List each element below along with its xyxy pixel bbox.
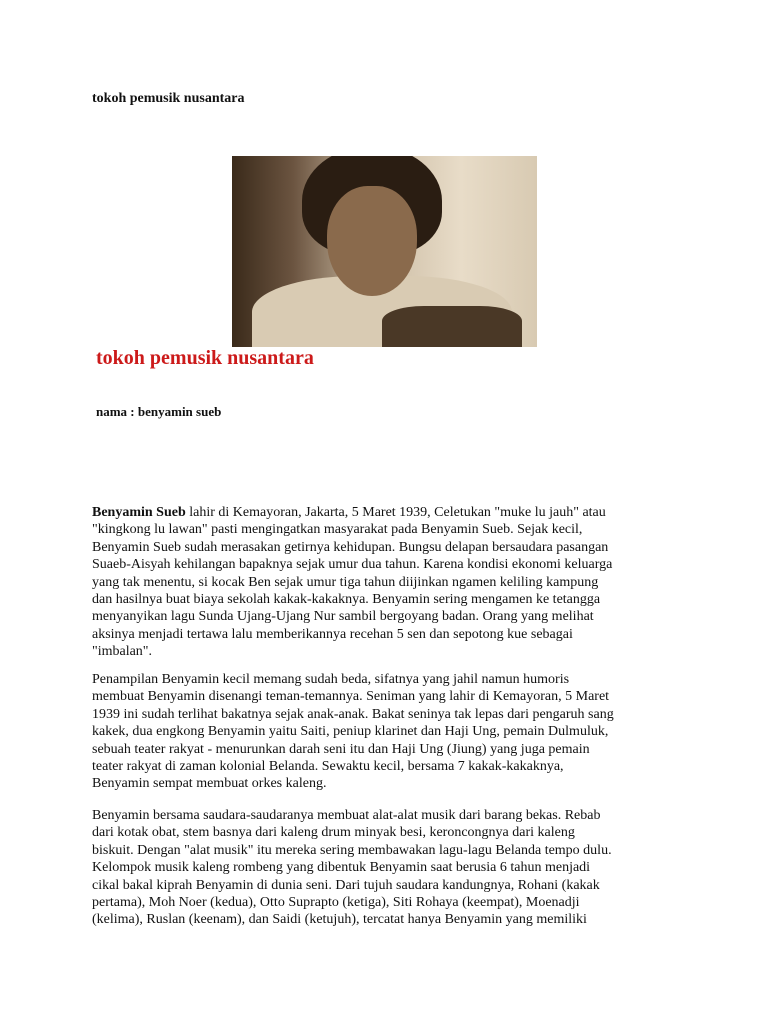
document-title: tokoh pemusik nusantara: [92, 91, 245, 106]
line-text: dan hasilnya buat biaya sekolah kakak-kakaknya. Benyamin sering mengamen ke tetangga: [92, 592, 601, 608]
paragraph-line: [92, 741, 614, 758]
photo-sarong: [382, 306, 522, 347]
line-text: "kingkong lu lawan" pasti mengingatkan masyarakat pada Benyamin Sueb. Sejak kecil,: [92, 522, 583, 538]
paragraph-line: [92, 824, 612, 841]
line-text: menyanyikan lagu Sunda Ujang-Ujang Nur sambil bergoyang badan. Orang yang melihat: [92, 609, 594, 625]
line-text: sebuah teater rakyat - menurunkan darah seni itu dan Haji Ung (Jiung) yang juga pemain: [92, 741, 590, 757]
paragraph-line: [92, 807, 612, 824]
paragraph-line: [92, 671, 614, 688]
line-text: cikal bakal kiprah Benyamin di dunia seni. Dari tujuh saudara kandungnya, Rohani (kakak: [92, 877, 600, 893]
bold-name: Benyamin Sueb: [92, 505, 186, 520]
line-text: Kelompok musik kaleng rombeng yang dibentuk Benyamin saat berusia 6 tahun menjadi: [92, 860, 591, 876]
line-text: membuat Benyamin disenangi teman-temannya. Seniman yang lahir di Kemayoran, 5 Maret: [92, 689, 610, 705]
paragraph-line: [92, 775, 614, 792]
paragraph-line: [92, 521, 612, 538]
paragraph-line: [92, 688, 614, 705]
name-line: nama : benyamin sueb: [96, 404, 222, 419]
paragraph-line: [92, 911, 612, 928]
paragraph-line: [92, 706, 614, 723]
paragraph-line: [92, 504, 612, 521]
line-text: teater rakyat di zaman kolonial Belanda. Sewaktu kecil, bersama 7 kakak-kakaknya,: [92, 759, 564, 775]
line-text: yang tak menentu, si kocak Ben sejak umur tiga tahun diijinkan ngamen keliling kampung: [92, 574, 599, 590]
section-heading: tokoh pemusik nusantara: [96, 347, 314, 369]
paragraph-line: [92, 556, 612, 573]
paragraph-line: [92, 723, 614, 740]
paragraph-line: [92, 859, 612, 876]
line-text: Benyamin sempat membuat orkes kaleng.: [92, 776, 327, 792]
line-text: 1939 ini sudah terlihat bakatnya sejak anak-anak. Bakat seninya tak lepas dari pengaruh sang: [92, 706, 614, 722]
paragraph-3: [92, 807, 612, 929]
paragraph-line: [92, 608, 612, 625]
line-text: biskuit. Dengan "alat musik" itu mereka sering membawakan lagu-lagu Belanda tempo dulu.: [92, 842, 612, 858]
line-text: dari kotak obat, stem basnya dari kaleng drum minyak besi, keroncongnya dari kaleng: [92, 825, 575, 841]
line-text: "imbalan".: [92, 644, 153, 660]
paragraph-line: [92, 643, 612, 660]
line-text: aksinya menjadi tertawa lalu memberikannya recehan 5 sen dan sepotong kue sebagai: [92, 626, 573, 642]
line-text: pertama), Moh Noer (kedua), Otto Suprapto (ketiga), Siti Rohaya (keempat), Moenadji: [92, 895, 580, 911]
photo-face: [327, 186, 417, 296]
paragraph-2: [92, 671, 614, 793]
line-text: kakek, dua engkong Benyamin yaitu Saiti, peniup klarinet dan Haji Ung, pemain Dulmuluk,: [92, 724, 609, 740]
line-text: (kelima), Ruslan (keenam), dan Saidi (ketujuh), tercatat hanya Benyamin yang memiliki: [92, 912, 587, 928]
paragraph-line: [92, 894, 612, 911]
line-text: Suaeb-Aisyah kehilangan bapaknya sejak umur dua tahun. Karena kondisi ekonomi keluarga: [92, 557, 613, 573]
portrait-photo: [232, 156, 537, 347]
paragraph-line: [92, 574, 612, 591]
line-text: Penampilan Benyamin kecil memang sudah beda, sifatnya yang jahil namun humoris: [92, 672, 570, 687]
paragraph-line: [92, 539, 612, 556]
line-text: lahir di Kemayoran, Jakarta, 5 Maret 1939, Celetukan "muke lu jauh" atau: [185, 505, 606, 520]
line-text: Benyamin bersama saudara-saudaranya membuat alat-alat musik dari barang bekas. Rebab: [92, 808, 601, 823]
paragraph-line: [92, 591, 612, 608]
paragraph-line: [92, 877, 612, 894]
paragraph-line: [92, 842, 612, 859]
paragraph-1: [92, 504, 612, 661]
line-text: Benyamin Sueb sudah merasakan getirnya kehidupan. Bungsu delapan bersaudara pasangan: [92, 539, 609, 555]
paragraph-line: [92, 626, 612, 643]
paragraph-line: [92, 758, 614, 775]
